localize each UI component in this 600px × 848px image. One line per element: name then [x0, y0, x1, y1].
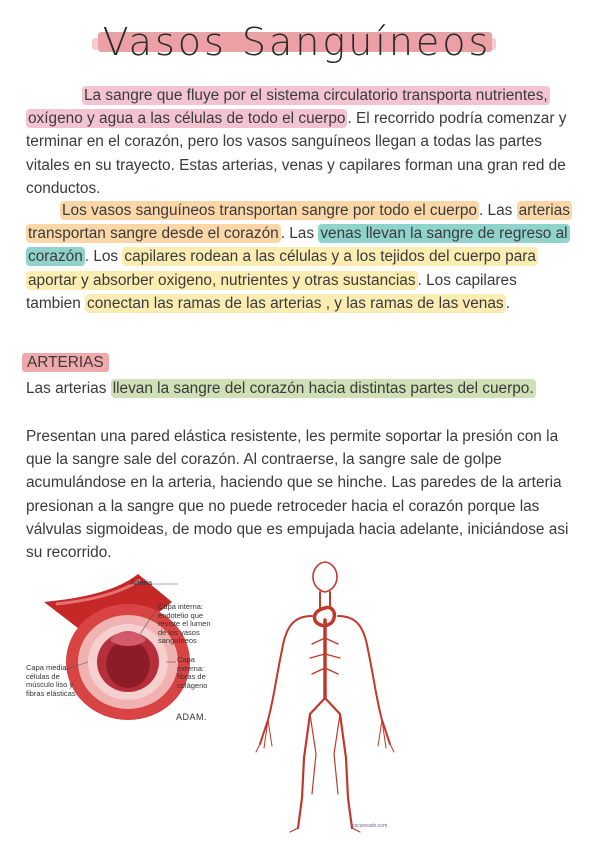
adam-logo: ADAM.: [176, 712, 208, 722]
text-span: . Los: [84, 248, 123, 266]
highlight-teal: venas llevan la sangre de regreso al corazón: [28, 225, 568, 266]
highlight-pink: La sangre que fluye por el sistema circulatorio transporta nutrientes, oxígeno y agua a las células de todo el cuerpo: [28, 87, 548, 128]
label-capa-media: Capa media: células de músculo liso y fibras elásticas: [26, 663, 76, 698]
section-heading-arterias: [22, 354, 109, 372]
arterias-paragraph: Presentan una pared elástica resistente, les permite soportar la presión con la que la sangre sale del corazón. Al contraerse, la sangre sale de golpe acumulándose en la arteria, haciendo que se hinche. Las paredes de la arteria presionan a la sangre que no puede retroceder hacia el corazón porque las válvulas sigmoideas, de modo que es empujada hacia adelante, iniciándose asi su recorrido.: [26, 428, 569, 562]
text-span: . Las: [280, 225, 319, 243]
title-banner: [92, 18, 502, 66]
highlight-orange: Los vasos sanguíneos transportan sangre por todo el cuerpo: [62, 202, 477, 219]
highlight-yellow: capilares rodean a las células y a los tejidos del cuerpo para aportar y absorber oxigeno, nutrientes y otras sustancias: [28, 248, 536, 289]
arterial-system-figure: [250, 558, 400, 836]
text-span: . Los capilares tambien: [26, 271, 517, 312]
label-capa-externa: Capa externa: fibras de colágeno: [177, 655, 208, 690]
highlight-orange: arterias transportan sangre desde el corazón: [28, 202, 570, 243]
highlight-yellow: conectan las ramas de las arterias , y las ramas de las venas: [87, 294, 504, 312]
arterial-system-illustration: [250, 558, 400, 836]
text-span: . Las: [478, 202, 517, 219]
text-span: .: [505, 294, 510, 312]
highlight-green: llevan la sangre del corazón hacia distintas partes del cuerpo.: [112, 380, 534, 397]
arterias-intro: [26, 377, 574, 400]
image-credit: *escaneado.com: [350, 823, 388, 829]
artery-diagram: [26, 570, 222, 725]
intro-paragraph: [26, 84, 574, 200]
label-capa-interna: Capa interna: endotelio que reviste el lumen de los vasos sanguíneos: [158, 602, 211, 645]
artery-cross-section: [26, 570, 222, 725]
text-span: Las arterias: [26, 380, 111, 397]
text-span: . El recorrido podría comenzar y terminar en el corazón, pero los vasos sanguíneos llegan a todas las partes vitales en su trayecto. Estas arterias, venas y capilares forman una gran red de conductos.: [26, 110, 567, 197]
vessels-paragraph: [26, 199, 574, 315]
label-arteria: Arteria: [130, 578, 153, 587]
page-title: Vasos Sanguíneos: [102, 20, 492, 64]
heading-label: ARTERIAS: [22, 353, 109, 372]
